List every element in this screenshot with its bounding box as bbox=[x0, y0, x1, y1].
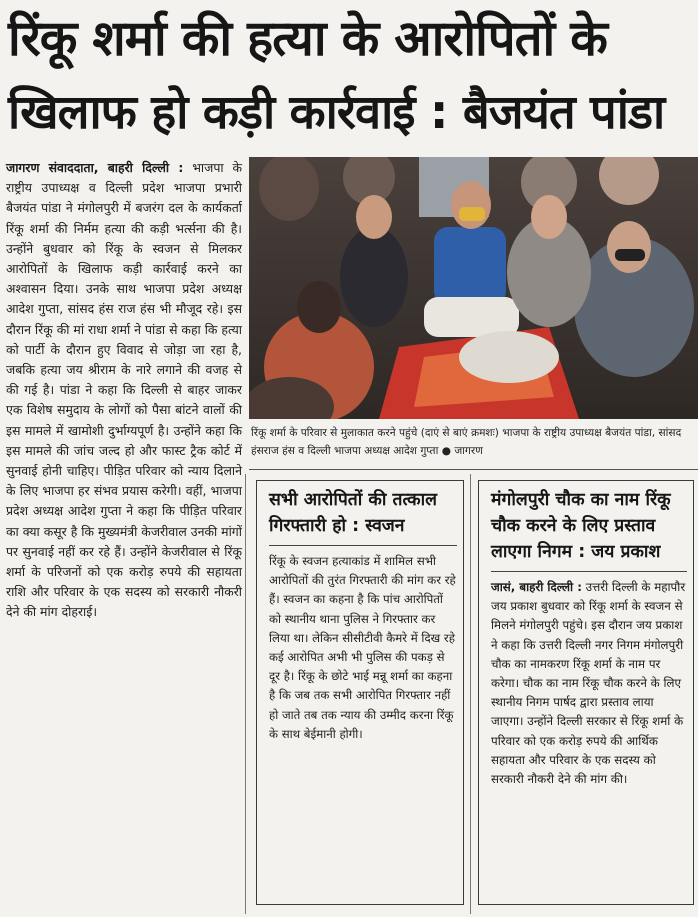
main-story-body: भाजपा के राष्ट्रीय उपाध्यक्ष व दिल्ली प्रदेश भाजपा प्रभारी बैजयंत पांडा ने मंगोलपुरी में बजरंग दल के कार्यकर्ता रिंकू शर्मा की निर्मम हत्या की कड़ी भर्त्सना की है। उन्होंने बुधवार को रिंकू के स्वजन से मिलकर आरोपितों के खिलाफ कड़ी कार्रवाई करने का अश्वासन दिया। उनके साथ भाजपा प्रदेश अध्यक्ष आदेश गुप्ता, सांसद हंस राज हंस भी मौजूद रहे। इस दौरान रिंकू की मां राधा शर्मा ने पांडा से कहा कि हत्या को पार्टी के दौरान हुए विवाद से जोड़ा जा रहा है, जबकि हत्या जय श्रीराम के नारे लगाने की वजह से की गई है। पांडा ने कहा कि दिल्ली से बाहर जाकर एक विशेष समुदाय के लोगों को पैसा बांटने वालों की इस मामले में खामोशी दुर्भाग्यपूर्ण है। उन्होंने कहा कि इस मामले की जांच जल्द हो और फास्ट ट्रैक कोर्ट में सुनवाई होनी चाहिए। पीड़ित परिवार को न्याय दिलाने के लिए भाजपा हर संभव प्रयास करेगी। वहीं, भाजपा प्रदेश अध्यक्ष आदेश गुप्ता ने कहा कि पीड़ित परिवार का क्या कसूर है कि मुख्यमंत्री केजरीवाल उनकी मांगों पर सुनवाई नहीं कर रहे हैं। उन्होंने केजरीवाल से रिंकू शर्मा के परिजनों को एक करोड़ रुपये की सहायता राशि और परिवार के एक सदस्य को सरकारी नौकरी देने की मांग दोहराई। bbox=[6, 160, 242, 620]
column-divider bbox=[470, 474, 471, 914]
sidebar-story-kin-body: रिंकू के स्वजन हत्याकांड में शामिल सभी आरोपितों की तुरंत गिरफ्तारी की मांग कर रहे हैं। स्वजन का कहना है कि पांच आरोपितों को स्थानीय थाना पुलिस ने गिरफ्तार कर लिया था। लेकिन सीसीटीवी कैमरे में दिख रहे कई आरोपित अभी भी पुलिस की पकड़ से दूर है। रिंकू के छोटे भाई मन्नू शर्मा का कहना है कि जब तक सभी आरोपित गिरफ्तार नहीं हो जाते तब तक न्याय की उम्मीद करना रिंकू के साथ बेईमानी होगी। bbox=[269, 554, 456, 741]
sidebar-story-chowk-text bbox=[491, 578, 687, 789]
news-photo-illustration bbox=[249, 157, 698, 419]
sidebar-story-chowk-body: उत्तरी दिल्ली के महापौर जय प्रकाश बुधवार को रिंकू शर्मा के स्वजन से मिलने मंगोलपुरी पहुंचे। इस दौरान जय प्रकाश ने कहा कि उत्तरी दिल्ली नगर निगम मंगोलपुरी चौक का नामकरण रिंकू शर्मा के नाम पर करेगा। चौक का नाम रिंकू चौक करने के लिए स्थानीय निगम पार्षद द्वारा प्रस्ताव लाया जाएगा। उन्होंने दिल्ली सरकार से रिंकू शर्मा के परिवार को एक करोड़ रुपये की आर्थिक सहायता और परिवार के एक सदस्य को सरकारी नौकरी देने की मांग की। bbox=[491, 580, 686, 787]
main-story bbox=[6, 158, 242, 623]
news-photo bbox=[249, 157, 698, 419]
divider bbox=[249, 469, 698, 470]
sidebar-story-kin-headline: सभी आरोपितों की तत्काल गिरफ्तारी हो : स्वजन bbox=[269, 487, 457, 546]
photo-caption: रिंकू शर्मा के परिवार से मुलाकात करने पहुंचे (दाएं से बाएं क्रमशः) भाजपा के राष्ट्रीय उपाध्यक्ष बैजयंत पांडा, सांसद हंसराज हंस व दिल्ली भाजपा अध्यक्ष आदेश गुप्ता ● जागरण bbox=[251, 427, 682, 457]
column-divider bbox=[245, 474, 246, 914]
headline-line-1: रिंकू शर्मा की हत्या के आरोपितों के bbox=[8, 10, 607, 67]
sidebar-story-chowk bbox=[478, 480, 694, 905]
headline-line-2: खिलाफ हो कड़ी कार्रवाई : बैजयंत पांडा bbox=[8, 85, 665, 140]
sidebar-story-chowk-dateline: जासं, बाहरी दिल्ली : bbox=[491, 580, 582, 594]
main-story-dateline: जागरण संवाददाता, बाहरी दिल्ली : bbox=[6, 160, 184, 175]
sidebar-story-chowk-headline: मंगोलपुरी चौक का नाम रिंकू चौक करने के लिए प्रस्ताव लाएगा निगम : जय प्रकाश bbox=[491, 487, 687, 572]
headline bbox=[8, 2, 692, 150]
sidebar-story-kin bbox=[256, 480, 464, 905]
